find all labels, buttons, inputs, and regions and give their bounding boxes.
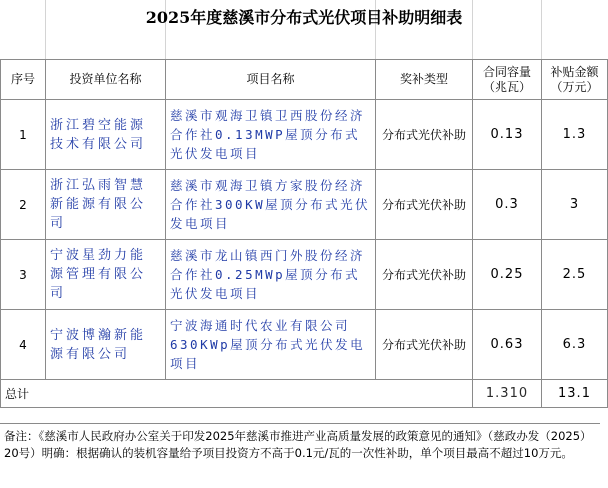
cell-investor[interactable]: 浙江碧空能源技术有限公司 bbox=[46, 100, 166, 170]
header-capacity-line1: 合同容量 bbox=[482, 64, 531, 79]
cell-index[interactable]: 4 bbox=[1, 310, 46, 380]
cell-amount[interactable]: 1.3 bbox=[542, 100, 608, 170]
header-subsidy-type[interactable]: 奖补类型 bbox=[376, 60, 473, 100]
table-row bbox=[1, 170, 608, 240]
subsidy-table bbox=[0, 59, 608, 408]
header-amount[interactable] bbox=[542, 60, 608, 100]
total-capacity[interactable]: 1.310 bbox=[473, 380, 542, 408]
header-project[interactable]: 项目名称 bbox=[166, 60, 376, 100]
cell-capacity[interactable]: 0.3 bbox=[473, 170, 542, 240]
header-capacity-line2: （兆瓦） bbox=[482, 79, 531, 94]
cell-investor[interactable]: 宁波星劲力能源管理有限公司 bbox=[46, 240, 166, 310]
cell-index[interactable]: 2 bbox=[1, 170, 46, 240]
total-label[interactable]: 总计 bbox=[1, 380, 473, 408]
header-amount-line2: （万元） bbox=[550, 79, 599, 94]
cell-amount[interactable]: 6.3 bbox=[542, 310, 608, 380]
cell-capacity[interactable]: 0.63 bbox=[473, 310, 542, 380]
cell-investor[interactable]: 宁波博瀚新能源有限公司 bbox=[46, 310, 166, 380]
table-header-row bbox=[1, 60, 608, 100]
sheet-title: 2025年度慈溪市分布式光伏项目补助明细表 bbox=[145, 8, 463, 27]
cell-index[interactable]: 3 bbox=[1, 240, 46, 310]
total-row bbox=[1, 380, 608, 408]
cell-index[interactable]: 1 bbox=[1, 100, 46, 170]
cell-project[interactable]: 慈溪市观海卫镇卫西股份经济合作社0.13MWP屋顶分布式光伏发电项目 bbox=[166, 100, 376, 170]
table-row bbox=[1, 100, 608, 170]
cell-subsidy-type[interactable]: 分布式光伏补助 bbox=[376, 240, 473, 310]
cell-capacity[interactable]: 0.13 bbox=[473, 100, 542, 170]
remarks-note[interactable]: 备注：《慈溪市人民政府办公室关于印发2025年慈溪市推进产业高质量发展的政策意见的通知》（慈政办发（2025）20号）明确：根据确认的装机容量给予项目投资方不高于0.1元/瓦的一次性补助，单个项目最高不超过10万元。 bbox=[0, 423, 600, 488]
total-amount[interactable]: 13.1 bbox=[542, 380, 608, 408]
header-index[interactable]: 序号 bbox=[1, 60, 46, 100]
cell-amount[interactable]: 3 bbox=[542, 170, 608, 240]
cell-amount[interactable]: 2.5 bbox=[542, 240, 608, 310]
cell-investor[interactable]: 浙江弘雨智慧新能源有限公司 bbox=[46, 170, 166, 240]
cell-subsidy-type[interactable]: 分布式光伏补助 bbox=[376, 100, 473, 170]
table-row bbox=[1, 240, 608, 310]
cell-capacity[interactable]: 0.25 bbox=[473, 240, 542, 310]
header-amount-line1: 补贴金额 bbox=[550, 64, 599, 79]
cell-subsidy-type[interactable]: 分布式光伏补助 bbox=[376, 310, 473, 380]
cell-project[interactable]: 宁波海通时代农业有限公司630KWp屋顶分布式光伏发电项目 bbox=[166, 310, 376, 380]
table-row bbox=[1, 310, 608, 380]
cell-subsidy-type[interactable]: 分布式光伏补助 bbox=[376, 170, 473, 240]
header-investor[interactable]: 投资单位名称 bbox=[46, 60, 166, 100]
cell-project[interactable]: 慈溪市龙山镇西门外股份经济合作社0.25MWp屋顶分布式光伏发电项目 bbox=[166, 240, 376, 310]
cell-project[interactable]: 慈溪市观海卫镇方家股份经济合作社300KW屋顶分布式光伏发电项目 bbox=[166, 170, 376, 240]
header-capacity[interactable] bbox=[473, 60, 542, 100]
blank-row bbox=[0, 36, 608, 60]
